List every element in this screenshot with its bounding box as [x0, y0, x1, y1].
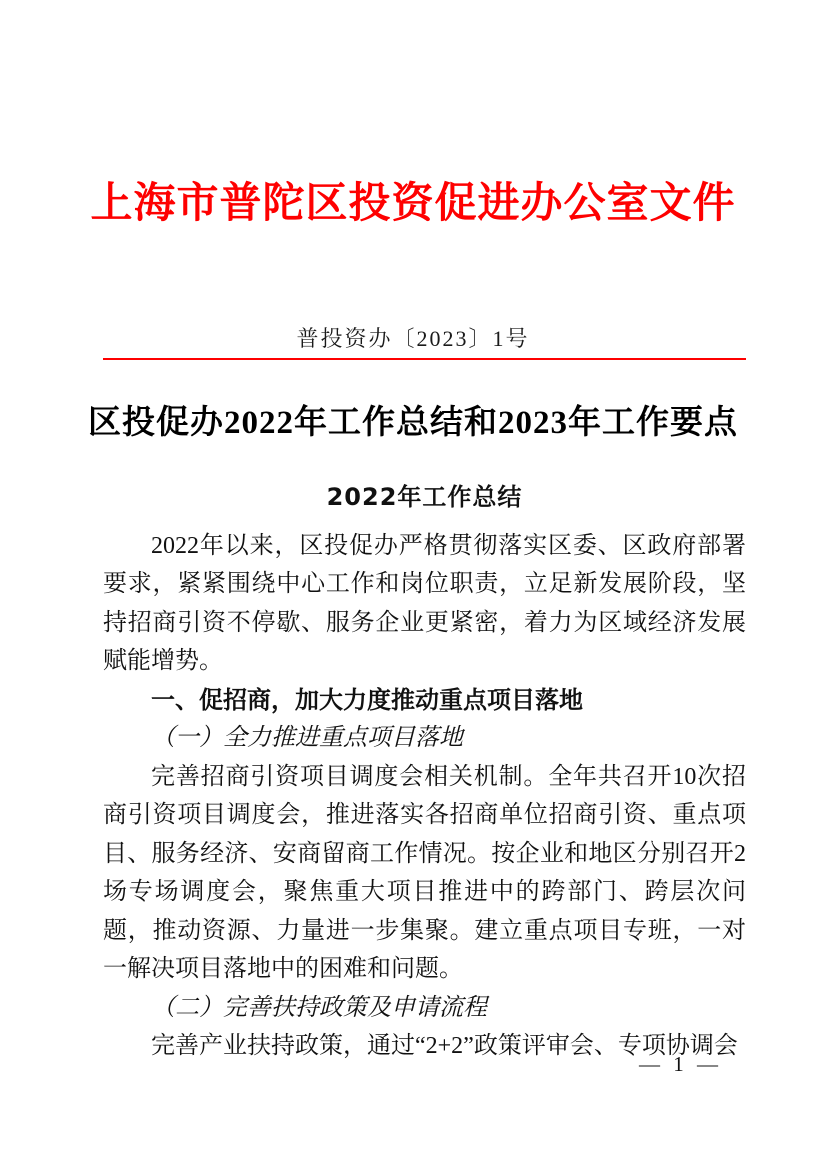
letterhead-title: 上海市普陀区投资促进办公室文件	[90, 178, 736, 227]
section-heading: 2022年工作总结	[326, 483, 523, 511]
heading-2: （二）完善扶持政策及申请流程	[151, 994, 487, 1021]
page-number: — 1 —	[639, 1052, 722, 1076]
document-body	[103, 478, 746, 1066]
paragraph: 2022年以来，区投促办严格贯彻落实区委、区政府部署要求，紧紧围绕中心工作和岗位职责，立足新发展阶段，坚持招商引资不停歇、服务企业更紧密，着力为区域经济发展赋能增势。	[103, 532, 746, 674]
document-title: 区投促办2022年工作总结和2023年工作要点	[88, 405, 738, 441]
document-number: 普投资办〔2023〕1号	[296, 326, 530, 351]
heading-2: （一）全力推进重点项目落地	[151, 725, 463, 751]
heading-1: 一、促招商，加大力度推动重点项目落地	[151, 685, 583, 714]
red-divider-line	[103, 358, 746, 360]
paragraph: 完善招商引资项目调度会相关机制。全年共召开10次招商引资项目调度会，推进落实各招商单位招商引资、重点项目、服务经济、安商留商工作情况。按企业和地区分别召开2场专场调度会，聚焦重大项目推进中的跨部门、跨层次问题，推动资源、力量进一步集聚。建立重点项目专班，一对一解决项目落地中的困难和问题。	[103, 763, 746, 982]
paragraph: 完善产业扶持政策，通过“2+2”政策评审会、专项协调会	[151, 1033, 738, 1059]
